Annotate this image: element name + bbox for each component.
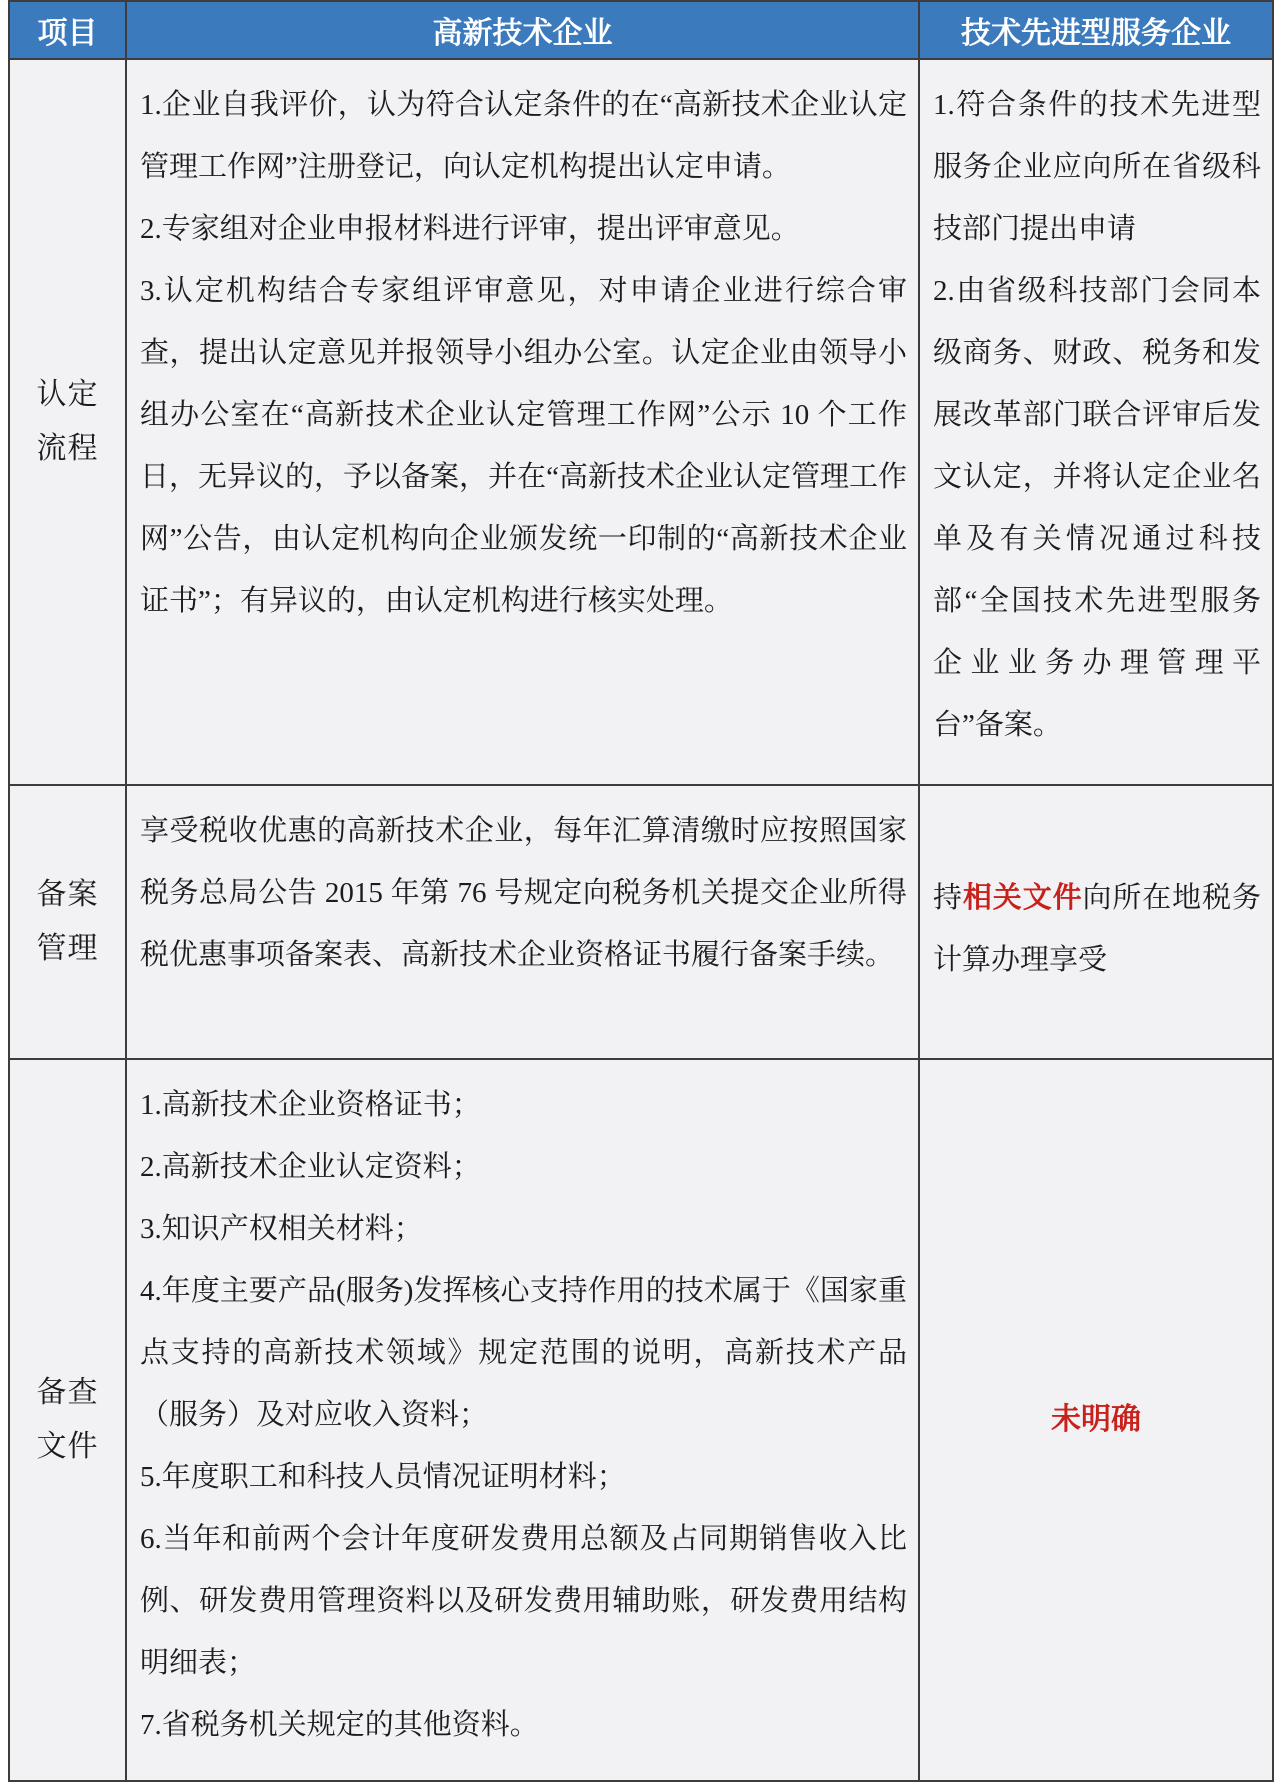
- header-cell-hte: 高新技术企业: [126, 1, 919, 59]
- row-label-line: 文件: [36, 1430, 99, 1464]
- text-suffix: 向所在地税务计算办理享受: [933, 881, 1261, 976]
- header-row: [9, 1, 1273, 59]
- row-label-filing-management: [9, 785, 126, 1060]
- row-label-line: 流程: [36, 431, 99, 465]
- cell-paragraph: 4.年度主要产品(服务)发挥核心支持作用的技术属于《国家重点支持的高新技术领域》规定范围的说明，高新技术产品（服务）及对应收入资料；: [140, 1275, 907, 1432]
- cell-paragraph: 2.高新技术企业认定资料；: [140, 1151, 481, 1184]
- text-prefix: 持: [933, 881, 963, 914]
- cell-paragraph: 1.符合条件的技术先进型服务企业应向所在省级科技部门提出申请: [933, 89, 1261, 245]
- row-reference-documents: [9, 1059, 1273, 1781]
- cell-hte-filing-management: [126, 785, 919, 1060]
- row-label-line: 管理: [36, 931, 99, 965]
- cell-tass-filing-management: [919, 785, 1273, 1060]
- row-label-line: 认定: [36, 377, 99, 411]
- cell-paragraph: 2.由省级科技部门会同本级商务、财政、税务和发展改革部门联合评审后发文认定，并将认定企业名单及有关情况通过科技部“全国技术先进型服务企业业务办理管理平台”备案。: [933, 275, 1261, 741]
- comparison-table: [8, 0, 1274, 1782]
- header-cell-item: 项目: [9, 1, 126, 59]
- cell-paragraph: 5.年度职工和科技人员情况证明材料；: [140, 1461, 626, 1494]
- header-cell-tass: 技术先进型服务企业: [919, 1, 1273, 59]
- cell-paragraph: 6.当年和前两个会计年度研发费用总额及占同期销售收入比例、研发费用管理资料以及研发费用辅助账，研发费用结构明细表；: [140, 1523, 907, 1680]
- cell-paragraph: 3.认定机构结合专家组评审意见，对申请企业进行综合审查，提出认定意见并报领导小组办公室。认定企业由领导小组办公室在“高新技术企业认定管理工作网”公示 10 个工作日，无异议的，予以备案，并在“高新技术企业认定管理工作网”公告，由认定机构向企业颁发统一印制的“高新技术企业证书”；有异议的，由认定机构进行核实处理。: [140, 275, 907, 617]
- cell-paragraph: 2.专家组对企业申报材料进行评审，提出评审意见。: [140, 213, 800, 245]
- row-label-line: 备案: [36, 877, 99, 911]
- cell-tass-certification-process: [919, 59, 1273, 785]
- cell-hte-reference-documents: [126, 1059, 919, 1781]
- row-certification-process: [9, 59, 1273, 785]
- row-label-line: 备查: [36, 1376, 99, 1410]
- row-label-certification-process: [9, 59, 126, 785]
- cell-tass-reference-documents: [919, 1059, 1273, 1781]
- cell-paragraph: 1.高新技术企业资格证书；: [140, 1089, 481, 1122]
- cell-paragraph: 3.知识产权相关材料；: [140, 1213, 423, 1246]
- status-text-not-specified: 未明确: [1051, 1403, 1141, 1437]
- cell-paragraph: 享受税收优惠的高新技术企业，每年汇算清缴时应按照国家税务总局公告 2015 年第 76 号规定向税务机关提交企业所得税优惠事项备案表、高新技术企业资格证书履行备案手续。: [140, 814, 907, 971]
- cell-paragraph: [933, 867, 1261, 991]
- cell-paragraph: 1.企业自我评价，认为符合认定条件的在“高新技术企业认定管理工作网”注册登记，向认定机构提出认定申请。: [140, 89, 907, 183]
- highlighted-text-related-documents: 相关文件: [962, 881, 1083, 914]
- cell-hte-certification-process: [126, 59, 919, 785]
- row-label-reference-documents: [9, 1059, 126, 1781]
- cell-paragraph: 7.省税务机关规定的其他资料。: [140, 1709, 539, 1742]
- row-filing-management: [9, 785, 1273, 1060]
